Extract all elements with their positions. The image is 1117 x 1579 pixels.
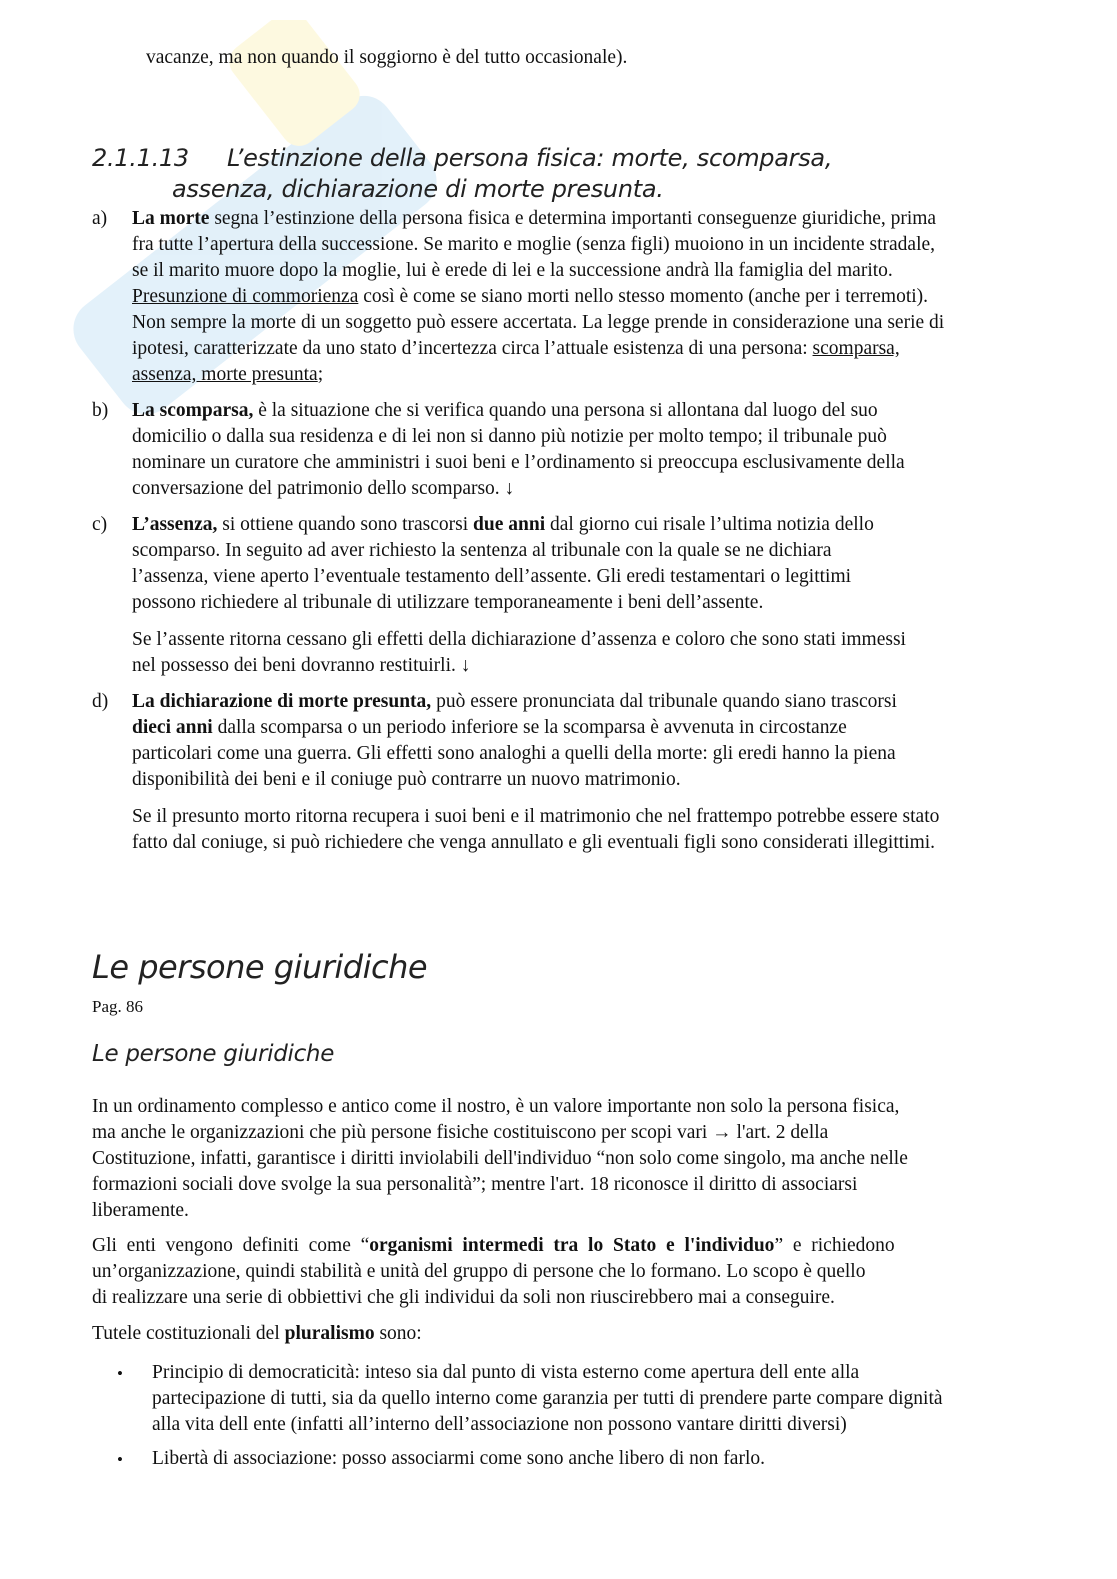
item-d-para2-line1: Se il presunto morto ritorna recupera i suoi beni e il matrimonio che nel frattempo potrebbe essere stato [132,806,940,827]
item-d-line1: La dichiarazione di morte presunta, può essere pronunciata dal tribunale quando siano trascorsi [132,691,897,712]
list-marker-c: c) [92,514,108,535]
para1-line5: liberamente. [92,1200,189,1221]
list-marker-d: d) [92,691,109,712]
item-c-line2: scomparso. In seguito ad aver richiesto la sentenza al tribunale con la quale se ne dichiara [132,540,832,561]
item-a-line2: fra tutte l’apertura della successione. Se marito e moglie (senza figli) muoiono in un incidente stradale, [132,234,936,255]
page-reference: Pag. 86 [92,997,143,1016]
item-d-line3: particolari come una guerra. Gli effetti sono analoghi a quelli della morte: gli eredi hanno la piena [132,743,896,764]
item-c-line1: L’assenza, si ottiene quando sono trascorsi due anni dal giorno cui risale l’ultima notizia dello [132,514,874,535]
list-marker-b: b) [92,400,109,421]
term-morte-presunta: La dichiarazione di morte presunta, [132,691,432,712]
item-b-line1: La scomparsa, è la situazione che si verifica quando una persona si allontana dal luogo del suo [132,400,878,421]
section-title-line2: assenza, dichiarazione di morte presunta. [172,175,664,203]
term-scomparsa: La scomparsa, [132,400,254,421]
section-title-line1: L’estinzione della persona fisica: morte, scomparsa, [227,144,833,172]
bullet-icon: • [117,1364,123,1383]
item-b-line3: nominare un curatore che amministri i suoi beni e l’ordinamento si preoccupa esclusivamente della [132,452,905,473]
section-heading [92,143,832,174]
para2-line1: Gli enti vengono definiti come “organismi intermedi tra lo Stato e l'individuo” e richiedono [92,1235,895,1256]
bullet2-line1: Libertà di associazione: posso associarmi come sono anche libero di non farlo. [152,1448,765,1469]
para2-line2: un’organizzazione, quindi stabilità e unità del gruppo di persone che lo formano. Lo scopo è quello [92,1261,866,1282]
bullet1-line3: alla vita dell ente (infatti all’interno dell’associazione non possono vantare diritti diversi) [152,1414,847,1435]
item-a-line6: ipotesi, caratterizzate da uno stato d’incertezza circa l’attuale esistenza di una persona: scomparsa, [132,338,900,359]
item-a-line1: La morte segna l’estinzione della persona fisica e determina importanti conseguenze giuridiche, prima [132,208,937,229]
item-c-para2-line1: Se l’assente ritorna cessano gli effetti della dichiarazione d’assenza e coloro che sono stati immessi [132,629,906,650]
list-marker-a: a) [92,208,108,229]
term-organismi-intermedi: organismi intermedi tra lo Stato e l'individuo [369,1235,775,1256]
term-assenza: L’assenza, [132,514,218,535]
item-b-line4: conversazione del patrimonio dello scomparso. ↓ [132,478,515,499]
bullet1-line2: partecipazione di tutti, sia da quello interno come garanzia per tutti di prendere parte compare dignità [152,1388,943,1409]
para2-line3: di realizzare una serie di obbiettivi che gli individui da soli non riuscirebbero mai a conseguire. [92,1287,835,1308]
continued-line: vacanze, ma non quando il soggiorno è del tutto occasionale). [146,47,628,68]
item-c-line4: possono richiedere al tribunale di utilizzare temporaneamente i beni dell’assente. [132,592,764,613]
section-title: Le persone giuridiche [92,1041,335,1067]
term-commorienza: Presunzione di commorienza [132,286,359,307]
para3: Tutele costituzionali del pluralismo sono: [92,1323,422,1344]
term-pluralismo: pluralismo [284,1323,375,1344]
item-d-line4: disponibilità dei beni e il coniuge può contrarre un nuovo matrimonio. [132,769,681,790]
bullet1-line1: Principio di democraticità: inteso sia dal punto di vista esterno come apertura dell ente alla [152,1362,860,1383]
item-a-line3: se il marito muore dopo la moglie, lui è erede di lei e la successione andrà lla famiglia del marito. [132,260,893,281]
item-c-para2-line2: nel possesso dei beni dovranno restituirli. ↓ [132,655,471,676]
item-a-line7: assenza, morte presunta; [132,364,324,385]
term-morte: La morte [132,208,210,229]
item-c-line3: l’assenza, viene aperto l’eventuale testamento dell’assente. Gli eredi testamentari o legittimi [132,566,852,587]
chapter-title: Le persone giuridiche [92,948,428,986]
item-a-line4: Presunzione di commorienza così è come se siano morti nello stesso momento (anche per i terremoti). [132,286,929,307]
para1-line2: ma anche le organizzazioni che più persone fisiche costituiscono per scopi vari → l'art. 2 della [92,1122,829,1143]
item-a-line5: Non sempre la morte di un soggetto può essere accertata. La legge prende in considerazione una serie di [132,312,945,333]
item-b-line2: domicilio o dalla sua residenza e di lei non si danno più notizie per molto tempo; il tribunale può [132,426,887,447]
section-number: 2.1.1.13 [92,144,189,172]
para1-line1: In un ordinamento complesso e antico come il nostro, è un valore importante non solo la persona fisica, [92,1096,900,1117]
bullet-icon: • [117,1450,123,1469]
para1-line3: Costituzione, infatti, garantisce i diritti inviolabili dell'individuo “non solo come singolo, ma anche nelle [92,1148,908,1169]
item-d-para2-line2: fatto dal coniuge, si può richiedere che venga annullato e gli eventuali figli sono considerati illegittimi. [132,832,936,853]
para1-line4: formazioni sociali dove svolge la sua personalità”; mentre l'art. 18 riconosce il diritto di associarsi [92,1174,858,1195]
item-d-line2: dieci anni dalla scomparsa o un periodo inferiore se la scomparsa è avvenuta in circostanze [132,717,847,738]
